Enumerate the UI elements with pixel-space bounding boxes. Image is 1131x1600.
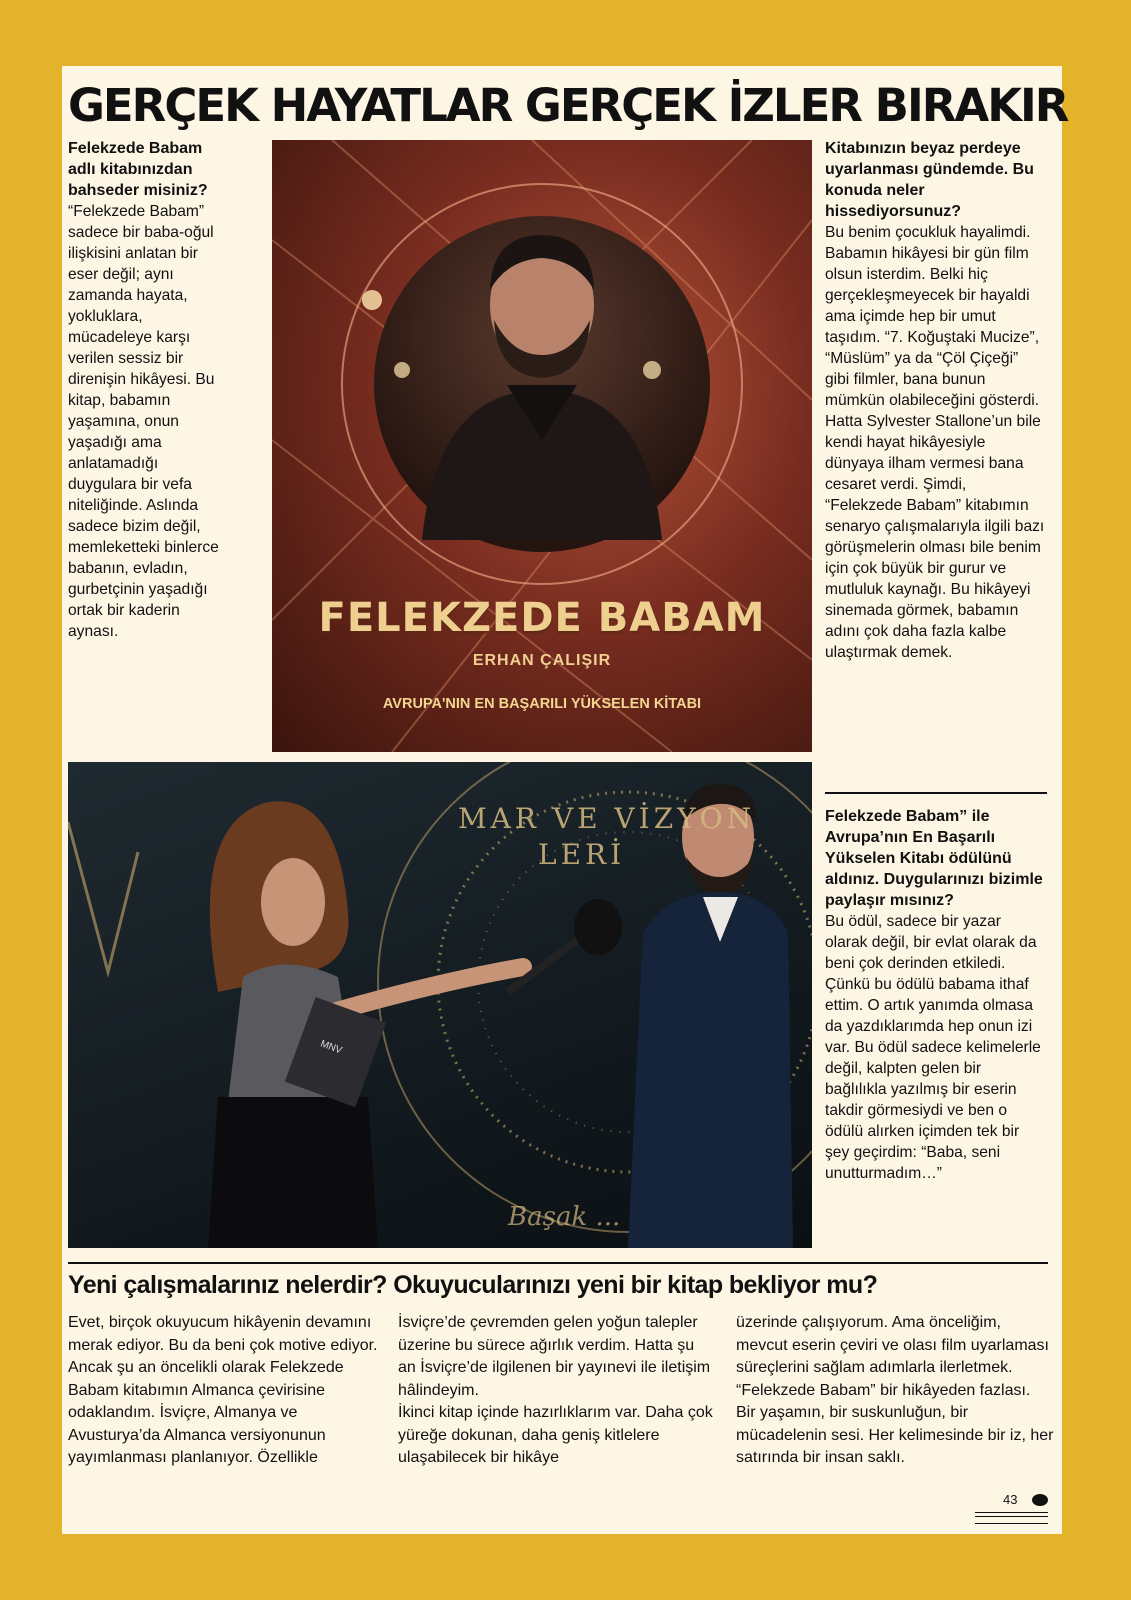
bottom-text-1: Evet, birçok okuyucum hikâyenin devamını merak ediyor. Bu da beni çok motive ediyor. Ancak şu an öncelikli olarak Felekzede Babam kitabımın Almanca çevirisine odaklandım. İsviçre, Almanya ve Avusturya’da Almanca versiyonunun yayımlanması planlanıyor. Özellikle: [68, 1314, 378, 1466]
bottom-text-2b: İkinci kitap içinde hazırlıklarım var. Daha çok yüreğe dokunan, daha geniş kitlelere ulaşabilecek bir hikâye: [398, 1404, 713, 1466]
backdrop-script: Başak ...: [508, 1202, 621, 1232]
book-cover-image: [272, 140, 812, 752]
backdrop-text-1: MAR VE VİZYON: [458, 802, 756, 835]
interview-photo: [68, 762, 812, 1248]
left-column: [68, 138, 226, 642]
bottom-text-2a: İsviçre’de çevremden gelen yoğun talepler üzerine bu sürece ağırlık verdim. Hatta şu an İsviçre’de ilgilenen bir yayınevi ile iletişim hâlindeyim.: [398, 1314, 711, 1399]
card-logo: MNV: [318, 1038, 344, 1057]
left-question: Felekzede Babam adlı kitabınızdan bahseder misiniz?: [68, 140, 208, 199]
page-number: 43: [1003, 1492, 1018, 1507]
bottom-column-1: [68, 1312, 386, 1470]
left-answer: “Felekzede Babam” sadece bir baba-oğul ilişkisini anlatan bir eser değil; aynı zamanda hayata, yokluklara, mücadeleye karşı verilen sessiz bir direnişin hikâyesi. Bu kitap, babamın yaşamına, onun yaşadığı ama anlatamadığı duygulara bir vefa niteliğinde. Aslında sadece bizim değil, memleketteki binlerce babanın, evladın, gurbetçinin yaşadığı ortak bir kaderin aynası.: [68, 203, 219, 640]
poster-title: FELEKZEDE BABAM: [318, 595, 766, 641]
right-column: [825, 138, 1045, 663]
page-lines: [975, 1512, 1048, 1524]
headline: GERÇEK HAYATLAR GERÇEK İZLER BIRAKIR: [68, 79, 1068, 132]
poster-author: ERHAN ÇALIŞIR: [472, 652, 612, 669]
right-answer-1: Bu benim çocukluk hayalimdi. Babamın hikâyesi bir gün film olsun isterdim. Belki hiç gerçekleşmeyecek bir hayaldi ama içimde hep bir umut taşıdım. “7. Koğuştaki Mucize”, “Müslüm” ya da “Çöl Çiçeği” gibi filmler, bana bunun mümkün olabileceğini gösterdi. Hatta Sylvester Stallone’un bile kendi hayat hikâyesiyle dünyaya ilham vermesi bana cesaret verdi. Şimdi, “Felekzede Babam” kitabımın senaryo çalışmalarıyla ilgili bazı görüşmelerin olması bile benim için çok büyük bir gurur ve mutluluk kaynağı. Bu hikâyeyi sinemada görmek, babamın adını çok daha fazla kalbe ulaştırmak demek.: [825, 224, 1045, 661]
right-column-2: [825, 806, 1045, 1184]
bottom-column-3: [736, 1312, 1054, 1470]
bottom-text-3: üzerinde çalışıyorum. Ama önceliğim, mevcut eserin çeviri ve olası film uyarlaması süreçlerini sağlam adımlarla ilerletmek. “Felekzede Babam” bir hikâyeden fazlası. Bir yaşamın, bir suskunluğun, bir mücadelenin sesi. Her kelimesinde bir iz, her satırında bir insan saklı.: [736, 1314, 1054, 1466]
page-marker-icon: [1032, 1494, 1048, 1506]
bottom-question: Yeni çalışmalarınız nelerdir? Okuyucularınızı yeni bir kitap bekliyor mu?: [68, 1271, 878, 1299]
section-divider: [68, 1262, 1048, 1264]
backdrop-text-2: LERİ: [538, 838, 626, 871]
bottom-column-2: [398, 1312, 716, 1470]
poster-tagline: AVRUPA'NIN EN BAŞARILI YÜKSELEN KİTABI: [382, 696, 702, 712]
right-question-2: Felekzede Babam” ile Avrupa’nın En Başarılı Yükselen Kitabı ödülünü aldınız. Duygularınızı bizimle paylaşır mısınız?: [825, 808, 1043, 909]
column-divider: [825, 792, 1047, 794]
right-answer-2: Bu ödül, sadece bir yazar olarak değil, bir evlat olarak da beni çok derinden etkiledi. Çünkü bu ödülü babama ithaf ettim. O artık yanımda olmasa da yazdıklarımda hep onun izi var. Bu ödül sadece kelimelerle değil, kalpten gelen bir bağlılıkla yazılmış bir eserin takdir görmesiydi ve ben o ödülü alırken içimden tek bir şey geçirdim: “Baba, seni unutturmadım…”: [825, 913, 1041, 1182]
right-question-1: Kitabınızın beyaz perdeye uyarlanması gündemde. Bu konuda neler hissediyorsunuz?: [825, 140, 1034, 220]
